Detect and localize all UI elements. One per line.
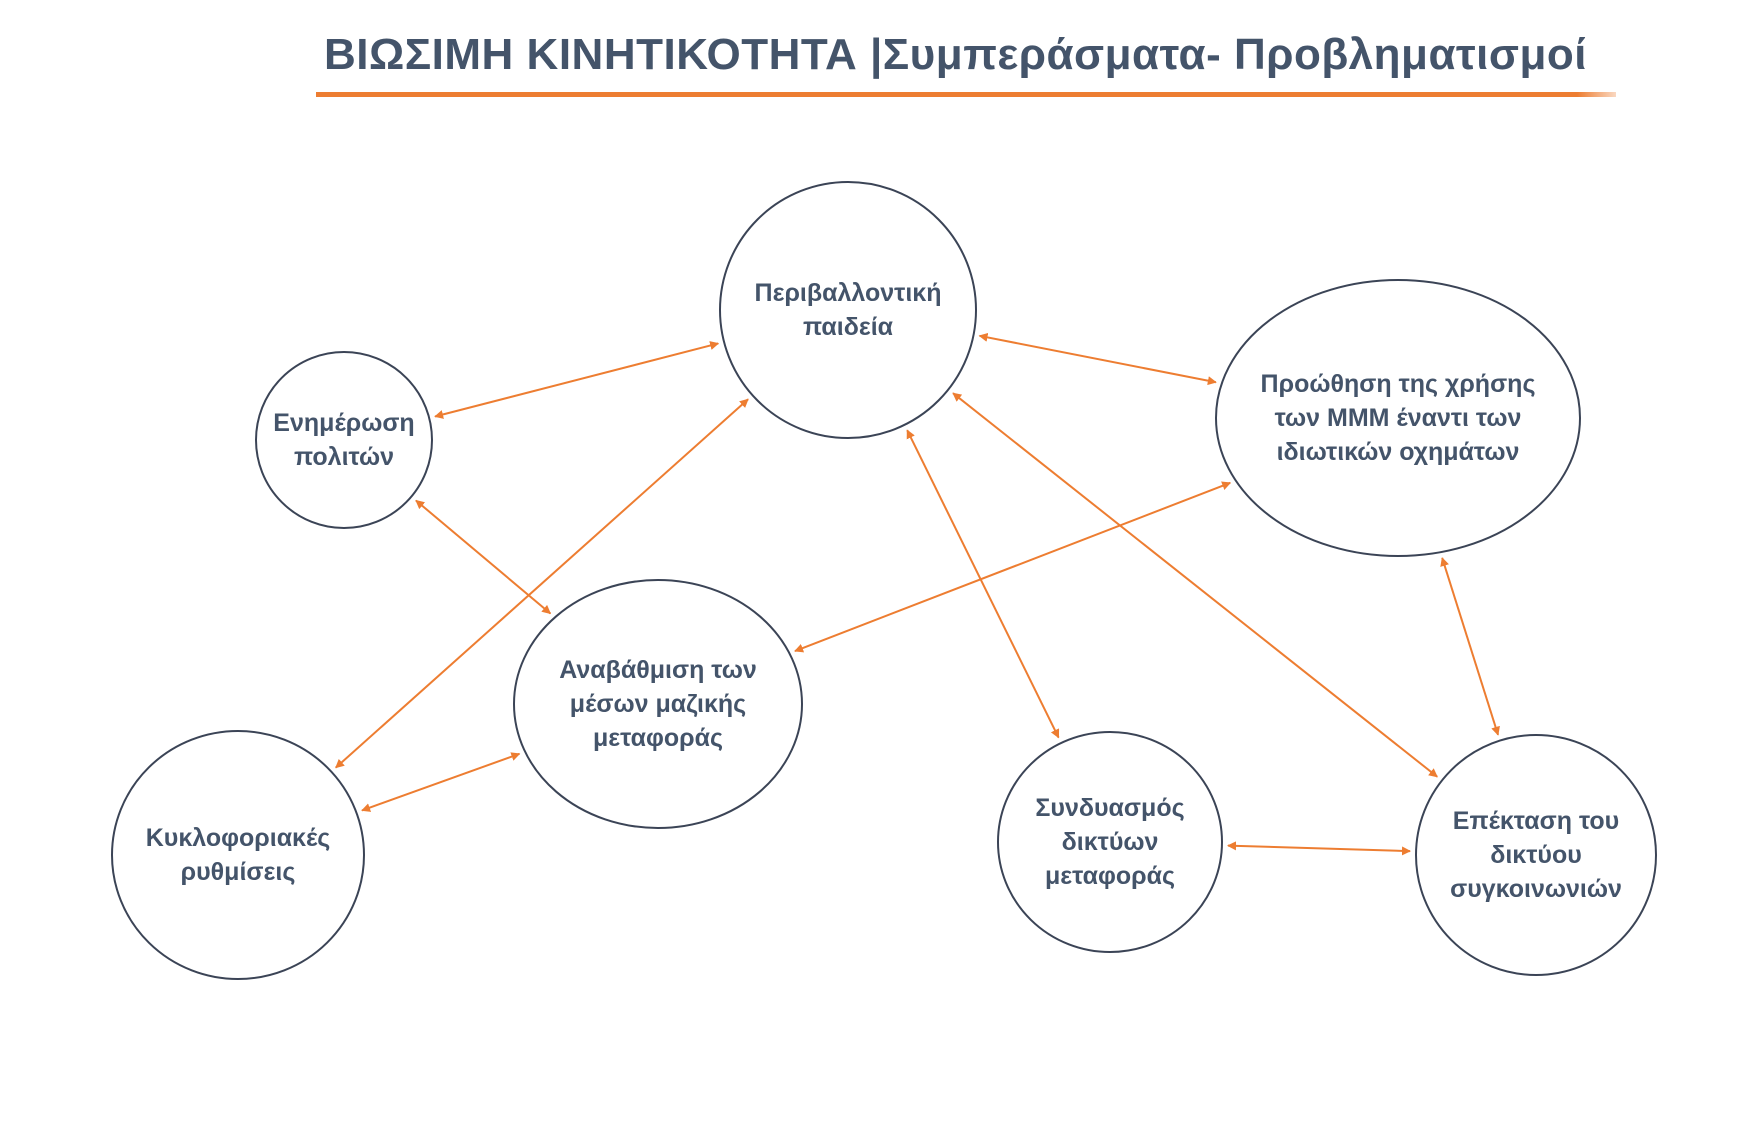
connector-combination-expansion — [1228, 846, 1410, 852]
node-label-information: Ενημέρωση πολιτών — [273, 409, 415, 471]
connector-promotion-upgrade — [795, 483, 1230, 651]
connector-promotion-expansion — [1442, 558, 1498, 735]
node-label-combination: Συνδυασμός δικτύων μεταφοράς — [1035, 794, 1185, 890]
connector-education-promotion — [979, 336, 1215, 382]
connector-information-education — [435, 343, 718, 416]
connector-education-combination — [907, 430, 1058, 737]
node-label-expansion: Επέκταση του δικτύου συγκοινωνιών — [1450, 807, 1622, 903]
node-label-upgrade: Αναβάθμιση των μέσων μαζικής μεταφοράς — [559, 656, 757, 752]
node-label-education: Περιβαλλοντική παιδεία — [754, 279, 942, 341]
connector-information-upgrade — [416, 500, 550, 613]
connector-upgrade-traffic — [362, 754, 519, 811]
node-label-promotion: Προώθηση της χρήσης των ΜΜΜ έναντι των ιδιωτικών οχημάτων — [1260, 370, 1536, 466]
page-title: ΒΙΩΣΙΜΗ ΚΙΝΗΤΙΚΟΤΗΤΑ |Συμπεράσματα- Προβληματισμοί — [324, 30, 1587, 79]
node-label-traffic: Κυκλοφοριακές ρυθμίσεις — [145, 824, 331, 886]
